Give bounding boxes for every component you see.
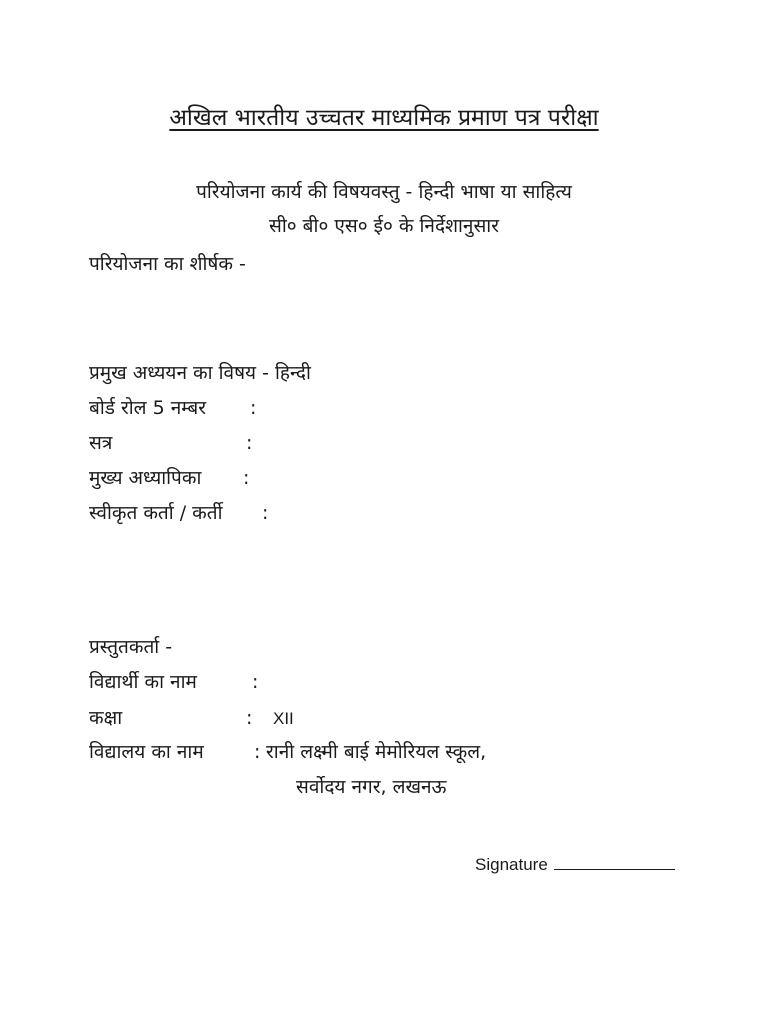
school-name-value: रानी लक्ष्मी बाई मेमोरियल स्कूल, — [266, 741, 487, 763]
school-name-label: विद्यालय का नाम — [89, 741, 204, 763]
principal-colon: : — [243, 467, 250, 489]
subtitle-cbse-guidelines: सी० बी० एस० ई० के निर्देशानुसार — [268, 215, 499, 237]
principal-label: मुख्य अध्यापिका — [89, 467, 202, 489]
project-title-label: परियोजना का शीर्षक - — [89, 253, 246, 275]
class-colon: : — [246, 707, 253, 729]
session-label: सत्र — [89, 432, 113, 454]
school-name-colon: : — [254, 741, 261, 763]
page-title-text: अखिल भारतीय उच्चतर माध्यमिक प्रमाण पत्र परीक्षा — [169, 105, 599, 131]
subject-label: प्रमुख अध्ययन का विषय - हिन्दी — [89, 362, 311, 384]
approver-colon: : — [262, 502, 269, 524]
subtitle-project-subject: परियोजना कार्य की विषयवस्तु - हिन्दी भाषा या साहित्य — [196, 181, 572, 203]
student-name-colon: : — [252, 671, 259, 693]
signature-block — [475, 854, 675, 876]
school-address: सर्वोदय नगर, लखनऊ — [296, 776, 447, 798]
signature-line — [554, 868, 675, 870]
class-label: कक्षा — [89, 707, 123, 729]
presenter-label: प्रस्तुतकर्ता - — [89, 636, 173, 658]
signature-label: Signature — [475, 855, 548, 874]
roll-number-label: बोर्ड रोल 5 नम्बर — [89, 397, 207, 419]
page-title — [0, 104, 768, 132]
student-name-label: विद्यार्थी का नाम — [89, 671, 197, 693]
class-value: XII — [273, 709, 294, 728]
approver-label: स्वीकृत कर्ता / कर्ती — [89, 502, 223, 524]
roll-number-colon: : — [250, 397, 257, 419]
session-colon: : — [246, 432, 253, 454]
